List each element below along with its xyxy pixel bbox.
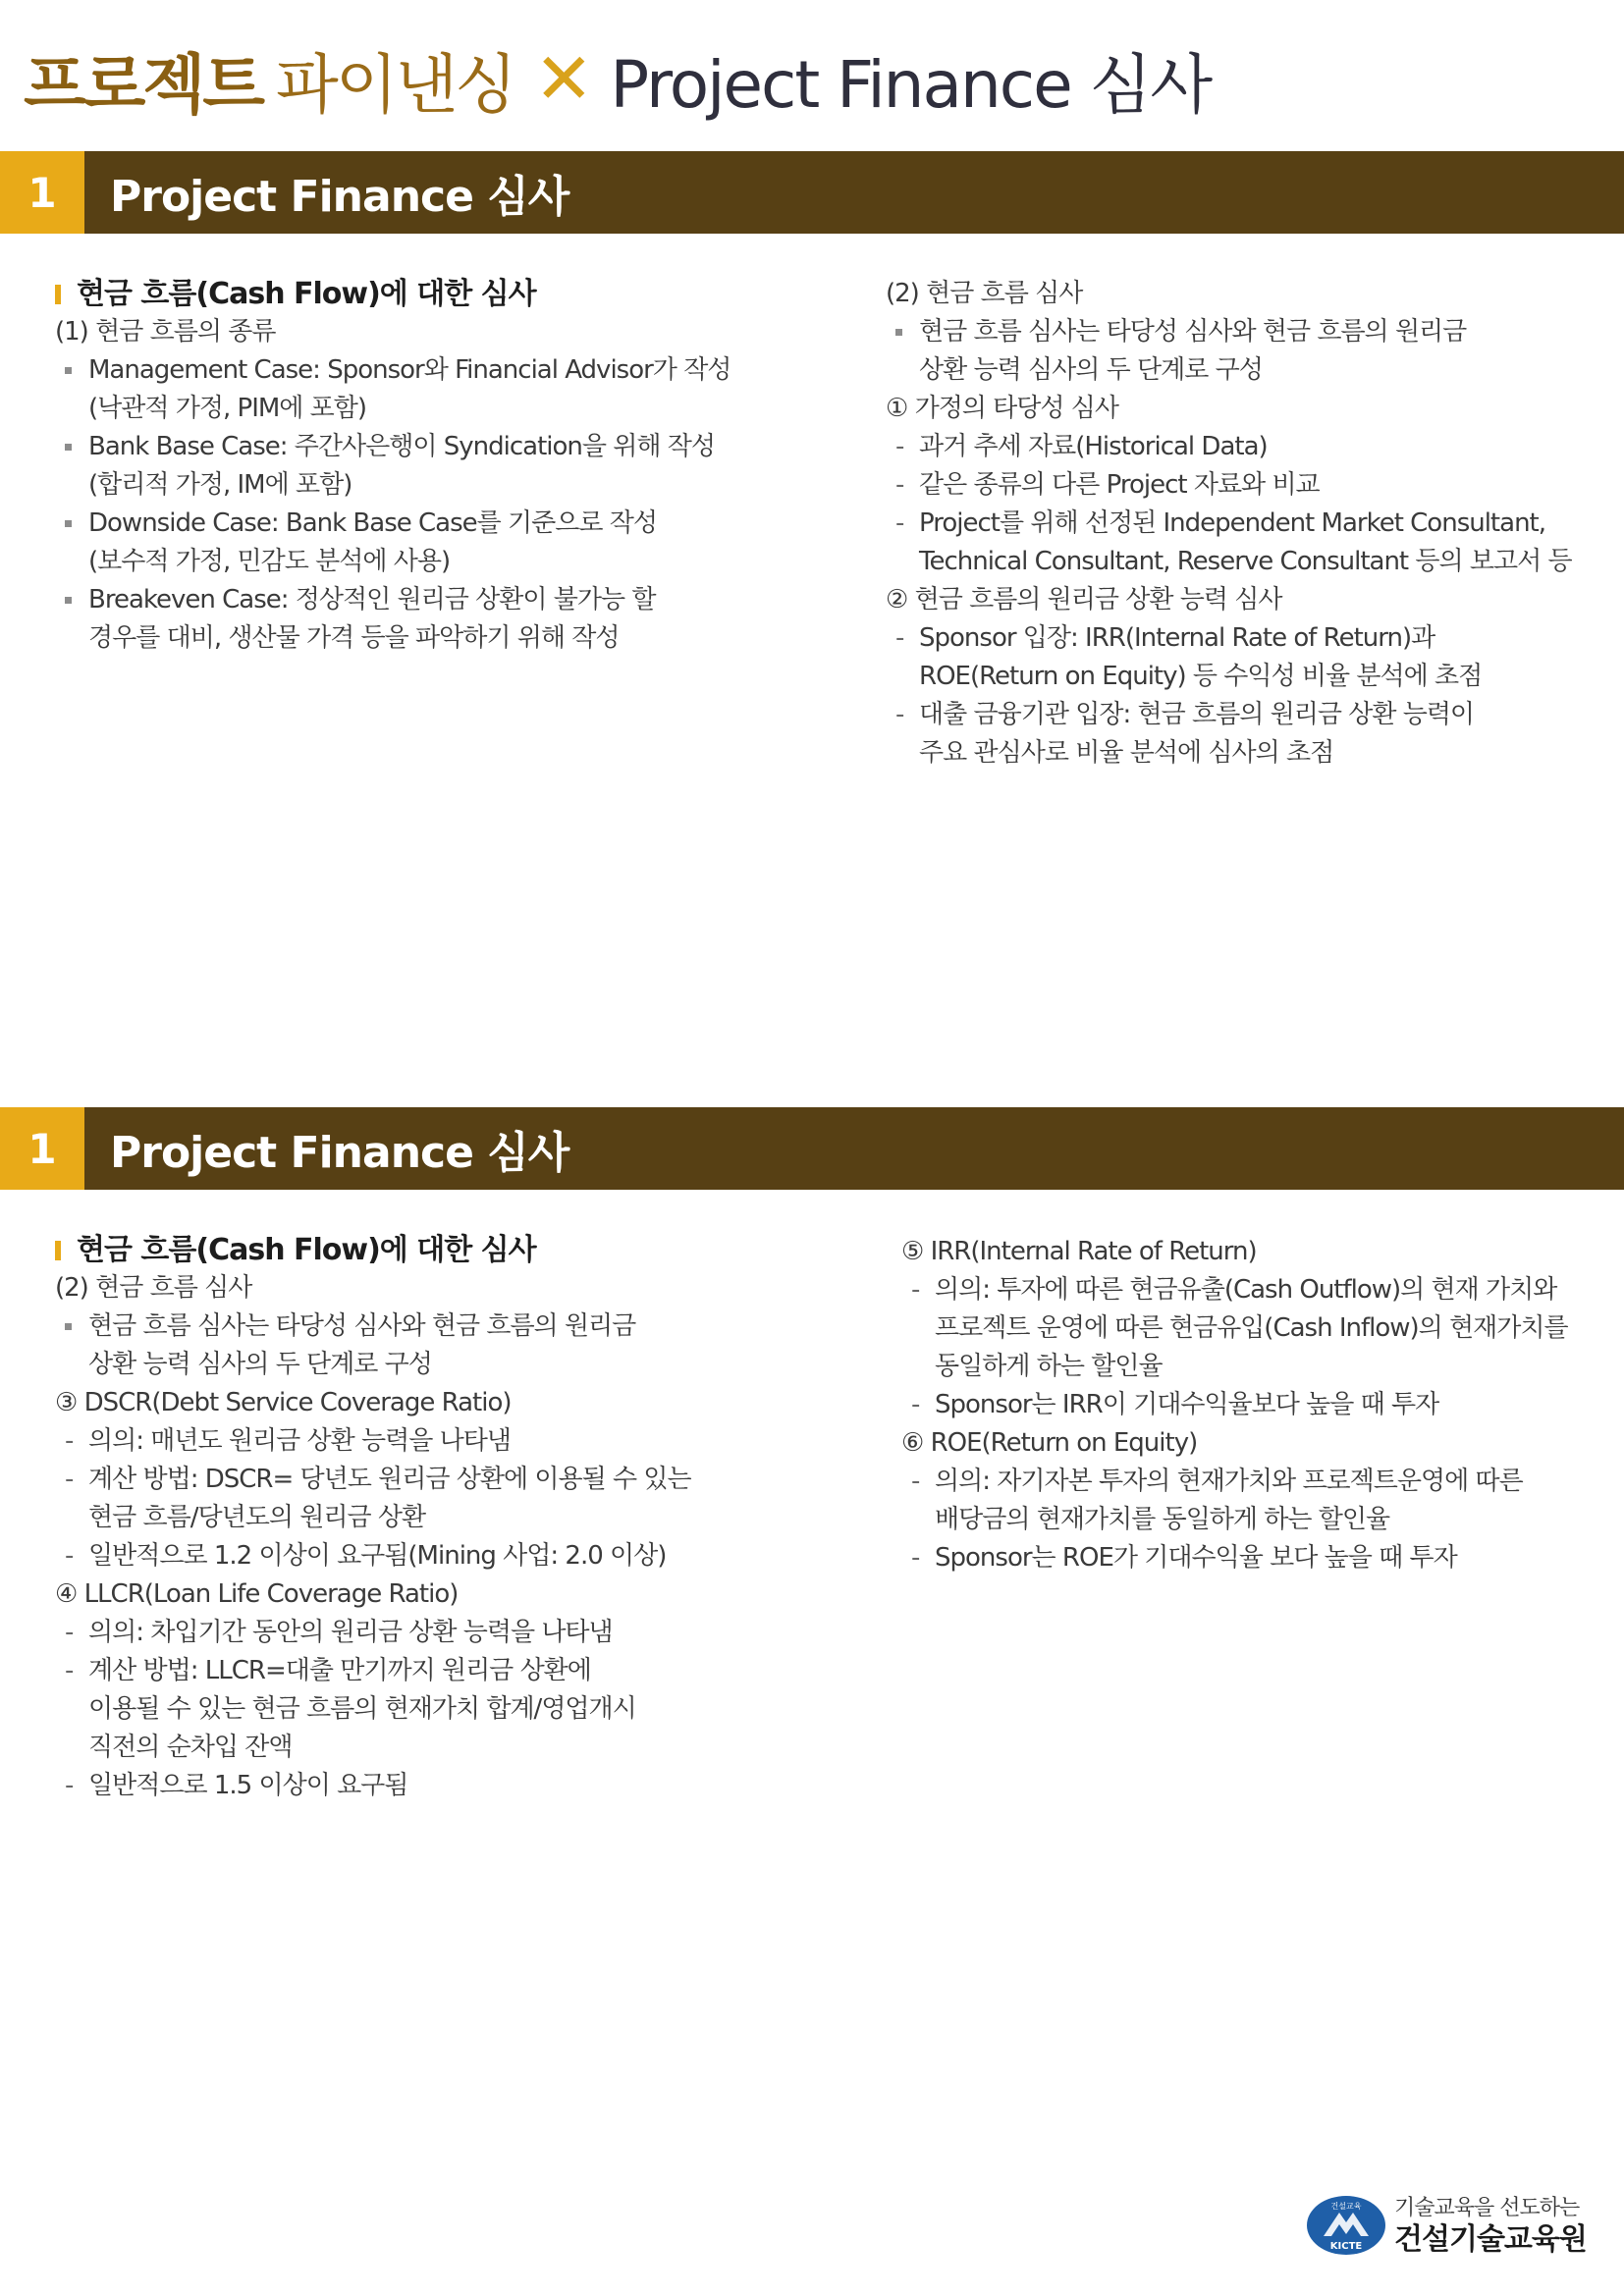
title-separator: ✕	[534, 37, 591, 120]
dash-bullet-icon: -	[895, 508, 904, 538]
dash-text: Sponsor는 IRR이 기대수익율보다 높을 때 투자	[935, 1390, 1439, 1419]
heading-text: 현금 흐름(Cash Flow)에 대한 심사	[77, 1233, 536, 1267]
dash-bullet-icon: -	[65, 1656, 74, 1685]
sub-heading-text: (2) 현금 흐름 심사	[55, 1273, 252, 1303]
dash-continuation	[55, 1690, 691, 1729]
dash-continuation	[901, 1309, 1568, 1348]
dash-bullet-icon: -	[65, 1541, 74, 1571]
dash-bullet-icon: -	[65, 1618, 74, 1647]
section-2-left-column	[55, 1231, 691, 1805]
dash-text: 일반적으로 1.2 이상이 요구됨(Mining 사업: 2.0 이상)	[88, 1541, 667, 1571]
bullet-text: Breakeven Case: 정상적인 원리금 상환이 불가능 할	[88, 585, 656, 614]
title-korean-light: 파이낸싱	[276, 46, 515, 123]
dash-text: 프로젝트 운영에 따른 현금유입(Cash Inflow)의 현재가치를	[935, 1313, 1568, 1343]
bullet-text: 경우를 대비, 생산물 가격 등을 파악하기 위해 작성	[88, 623, 620, 653]
numbered-text: ⑥ ROE(Return on Equity)	[901, 1428, 1198, 1458]
dash-continuation	[901, 1348, 1568, 1386]
dash-text: 같은 종류의 다른 Project 자료와 비교	[919, 470, 1320, 500]
dash-item	[55, 1767, 691, 1805]
square-bullet-icon	[65, 597, 72, 604]
bullet-item	[55, 428, 731, 466]
dash-continuation	[901, 1501, 1568, 1539]
dash-bullet-icon: -	[895, 700, 904, 729]
square-bullet-icon	[895, 329, 902, 336]
bullet-text: (합리적 가정, IM에 포함)	[88, 470, 352, 500]
dash-text: 주요 관심사로 비율 분석에 심사의 초점	[919, 738, 1334, 768]
title-english: Project Finance 심사	[610, 46, 1212, 123]
heading-bar-icon	[55, 1241, 61, 1260]
dash-text: 의의: 자기자본 투자의 현재가치와 프로젝트운영에 따른	[935, 1467, 1523, 1496]
numbered-item	[901, 1233, 1568, 1271]
bullet-item	[55, 581, 731, 619]
square-bullet-icon	[65, 444, 72, 451]
subsection-heading	[55, 275, 731, 313]
bullet-item	[55, 351, 731, 390]
dash-continuation	[55, 1729, 691, 1767]
dash-text: 일반적으로 1.5 이상이 요구됨	[88, 1771, 408, 1800]
dash-text: 동일하게 하는 할인율	[935, 1352, 1163, 1381]
dash-bullet-icon: -	[895, 470, 904, 500]
dash-text: Project를 위해 선정된 Independent Market Consultant,	[919, 508, 1546, 538]
dash-text: 배당금의 현재가치를 동일하게 하는 할인율	[935, 1505, 1390, 1534]
dash-bullet-icon: -	[895, 432, 904, 461]
dash-continuation	[886, 543, 1572, 581]
heading-bar-icon	[55, 285, 61, 304]
bullet-text: 현금 흐름 심사는 타당성 심사와 현금 흐름의 원리금	[88, 1311, 636, 1341]
dash-item	[886, 696, 1572, 734]
dash-bullet-icon: -	[911, 1275, 920, 1305]
square-bullet-icon	[65, 520, 72, 527]
dash-item	[55, 1422, 691, 1461]
sub-heading-text: (2) 현금 흐름 심사	[886, 279, 1083, 308]
dash-item	[901, 1386, 1568, 1424]
square-bullet-icon	[65, 1323, 72, 1330]
dash-text: 의의: 차입기간 동안의 원리금 상환 능력을 나타냄	[88, 1618, 613, 1647]
dash-item	[55, 1537, 691, 1575]
bullet-text: 상환 능력 심사의 두 단계로 구성	[88, 1350, 432, 1379]
dash-bullet-icon: -	[65, 1465, 74, 1494]
badge-abbrev: KICTE	[1329, 2241, 1363, 2252]
bullet-continuation	[55, 1346, 691, 1384]
section-1-left-column	[55, 275, 731, 658]
dash-bullet-icon: -	[65, 1426, 74, 1456]
dash-item	[886, 428, 1572, 466]
sub-heading-text: (1) 현금 흐름의 종류	[55, 317, 276, 347]
bullet-text: Management Case: Sponsor와 Financial Advisor가 작성	[88, 355, 731, 385]
dash-text: 직전의 순차입 잔액	[88, 1733, 293, 1762]
dash-item	[886, 466, 1572, 505]
bullet-continuation	[55, 390, 731, 428]
bullet-continuation	[55, 619, 731, 658]
bullet-text: Downside Case: Bank Base Case를 기준으로 작성	[88, 508, 657, 538]
dash-bullet-icon: -	[895, 623, 904, 653]
dash-text: 대출 금융기관 입장: 현금 흐름의 원리금 상환 능력이	[919, 700, 1475, 729]
section-number: 1	[0, 1107, 84, 1190]
section-number: 1	[0, 151, 84, 234]
bullet-text: 상환 능력 심사의 두 단계로 구성	[919, 355, 1263, 385]
kicte-emblem	[1306, 2195, 1386, 2256]
dash-bullet-icon: -	[65, 1771, 74, 1800]
sub-heading	[55, 313, 731, 351]
numbered-item	[886, 390, 1572, 428]
square-bullet-icon	[65, 367, 72, 374]
dash-item	[55, 1614, 691, 1652]
section-bar-2	[0, 1107, 1624, 1190]
numbered-text: ④ LLCR(Loan Life Coverage Ratio)	[55, 1579, 459, 1609]
dash-text: 과거 추세 자료(Historical Data)	[919, 432, 1268, 461]
section-bar-1	[0, 151, 1624, 234]
section-title: Project Finance 심사	[84, 1107, 1624, 1190]
dash-text: 계산 방법: DSCR= 당년도 원리금 상환에 이용될 수 있는	[88, 1465, 691, 1494]
numbered-item	[886, 581, 1572, 619]
title-korean-bold: 프로젝트	[24, 46, 263, 123]
dash-item	[901, 1539, 1568, 1577]
bullet-item	[886, 313, 1572, 351]
bullet-continuation	[886, 351, 1572, 390]
dash-text: 의의: 투자에 따른 현금유출(Cash Outflow)의 현재 가치와	[935, 1275, 1557, 1305]
section-title: Project Finance 심사	[84, 151, 1624, 234]
dash-continuation	[886, 734, 1572, 773]
bullet-text: 현금 흐름 심사는 타당성 심사와 현금 흐름의 원리금	[919, 317, 1467, 347]
page-title	[24, 29, 1211, 128]
dash-text: Sponsor는 ROE가 기대수익율 보다 높을 때 투자	[935, 1543, 1457, 1573]
numbered-text: ⑤ IRR(Internal Rate of Return)	[901, 1237, 1257, 1266]
dash-item	[886, 505, 1572, 543]
numbered-item	[55, 1575, 691, 1614]
section-2-right-column	[901, 1233, 1568, 1577]
dash-item	[55, 1461, 691, 1499]
dash-bullet-icon: -	[911, 1467, 920, 1496]
bullet-item	[55, 1308, 691, 1346]
numbered-item	[901, 1424, 1568, 1463]
sub-heading	[886, 275, 1572, 313]
numbered-text: ③ DSCR(Debt Service Coverage Ratio)	[55, 1388, 512, 1417]
dash-item	[901, 1463, 1568, 1501]
dash-text: ROE(Return on Equity) 등 수익성 비율 분석에 초점	[919, 662, 1483, 691]
numbered-text: ① 가정의 타당성 심사	[886, 394, 1119, 423]
dash-text: Sponsor 입장: IRR(Internal Rate of Return)과	[919, 623, 1435, 653]
bullet-text: (낙관적 가정, PIM에 포함)	[88, 394, 367, 423]
kicte-logo	[1306, 2192, 1587, 2259]
sub-heading	[55, 1269, 691, 1308]
dash-item	[901, 1271, 1568, 1309]
bullet-item	[55, 505, 731, 543]
heading-text: 현금 흐름(Cash Flow)에 대한 심사	[77, 277, 536, 311]
dash-bullet-icon: -	[911, 1390, 920, 1419]
dash-item	[55, 1652, 691, 1690]
dash-text: 이용될 수 있는 현금 흐름의 현재가치 합계/영업개시	[88, 1694, 636, 1724]
dash-text: 의의: 매년도 원리금 상환 능력을 나타냄	[88, 1426, 511, 1456]
numbered-item	[55, 1384, 691, 1422]
dash-text: Technical Consultant, Reserve Consultant 등의 보고서 등	[919, 547, 1572, 576]
dash-text: 현금 흐름/당년도의 원리금 상환	[88, 1503, 426, 1532]
numbered-text: ② 현금 흐름의 원리금 상환 능력 심사	[886, 585, 1282, 614]
logo-tagline: 기술교육을 선도하는	[1394, 2196, 1580, 2220]
badge-arc-text: 건설교육	[1330, 2202, 1362, 2211]
dash-item	[886, 619, 1572, 658]
bullet-continuation	[55, 543, 731, 581]
subsection-heading	[55, 1231, 691, 1269]
bullet-text: (보수적 가정, 민감도 분석에 사용)	[88, 547, 451, 576]
dash-bullet-icon: -	[911, 1543, 920, 1573]
dash-continuation	[55, 1499, 691, 1537]
kicte-badge-icon	[1306, 2195, 1386, 2256]
dash-text: 계산 방법: LLCR=대출 만기까지 원리금 상환에	[88, 1656, 591, 1685]
section-1-right-column	[886, 275, 1572, 773]
dash-continuation	[886, 658, 1572, 696]
logo-name: 건설기술교육원	[1394, 2222, 1587, 2257]
bullet-text: Bank Base Case: 주간사은행이 Syndication을 위해 작성	[88, 432, 715, 461]
bullet-continuation	[55, 466, 731, 505]
